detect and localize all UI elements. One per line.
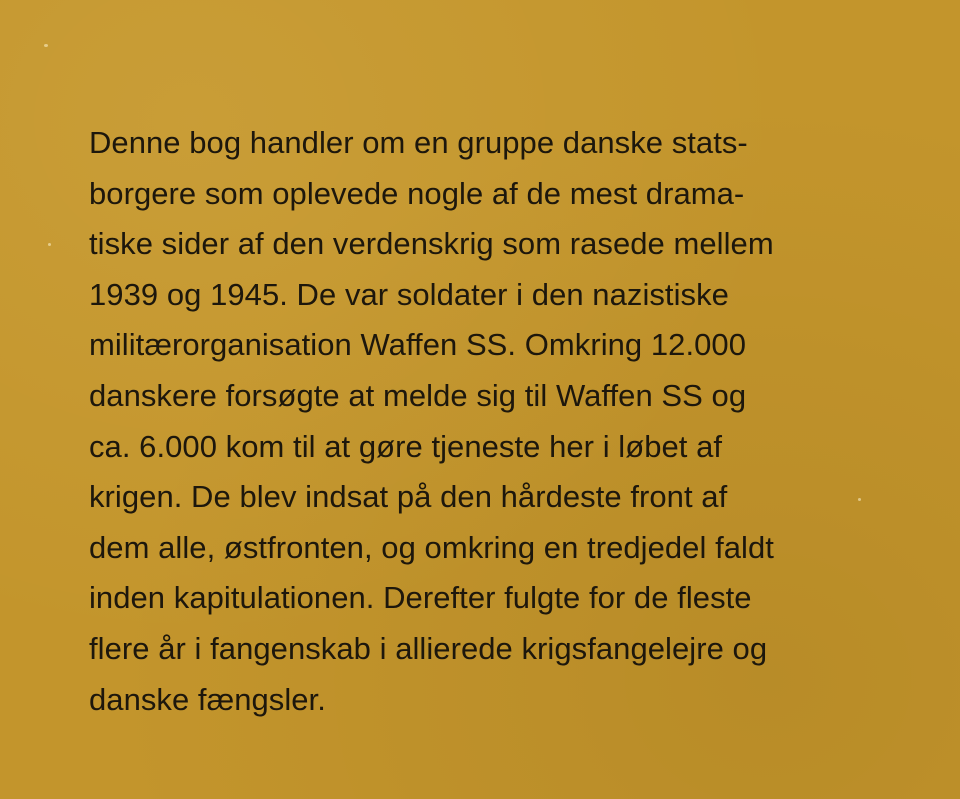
paper-speck [44,44,48,47]
blurb-line: flere år i fangenskab i allierede krigsfangelejre og [89,630,768,666]
blurb-line: dem alle, østfronten, og omkring en tredjedel faldt [89,529,774,565]
blurb-line: danske fængsler. [89,681,326,717]
blurb-line: tiske sider af den verdenskrig som rasede mellem [89,226,774,262]
paper-speck [48,243,51,246]
cover-blurb [89,118,929,725]
blurb-line: danskere forsøgte at melde sig til Waffen SS og [89,377,747,413]
blurb-line: borgere som oplevede nogle af de mest drama- [89,175,745,211]
blurb-line: ca. 6.000 kom til at gøre tjeneste her i løbet af [89,428,723,464]
blurb-line: Denne bog handler om en gruppe danske stats- [89,125,748,160]
blurb-line: krigen. De blev indsat på den hårdeste front af [89,479,728,515]
blurb-line: militærorganisation Waffen SS. Omkring 12.000 [89,327,746,363]
blurb-line: 1939 og 1945. De var soldater i den nazistiske [89,276,729,312]
blurb-line: inden kapitulationen. Derefter fulgte for de fleste [89,580,752,616]
